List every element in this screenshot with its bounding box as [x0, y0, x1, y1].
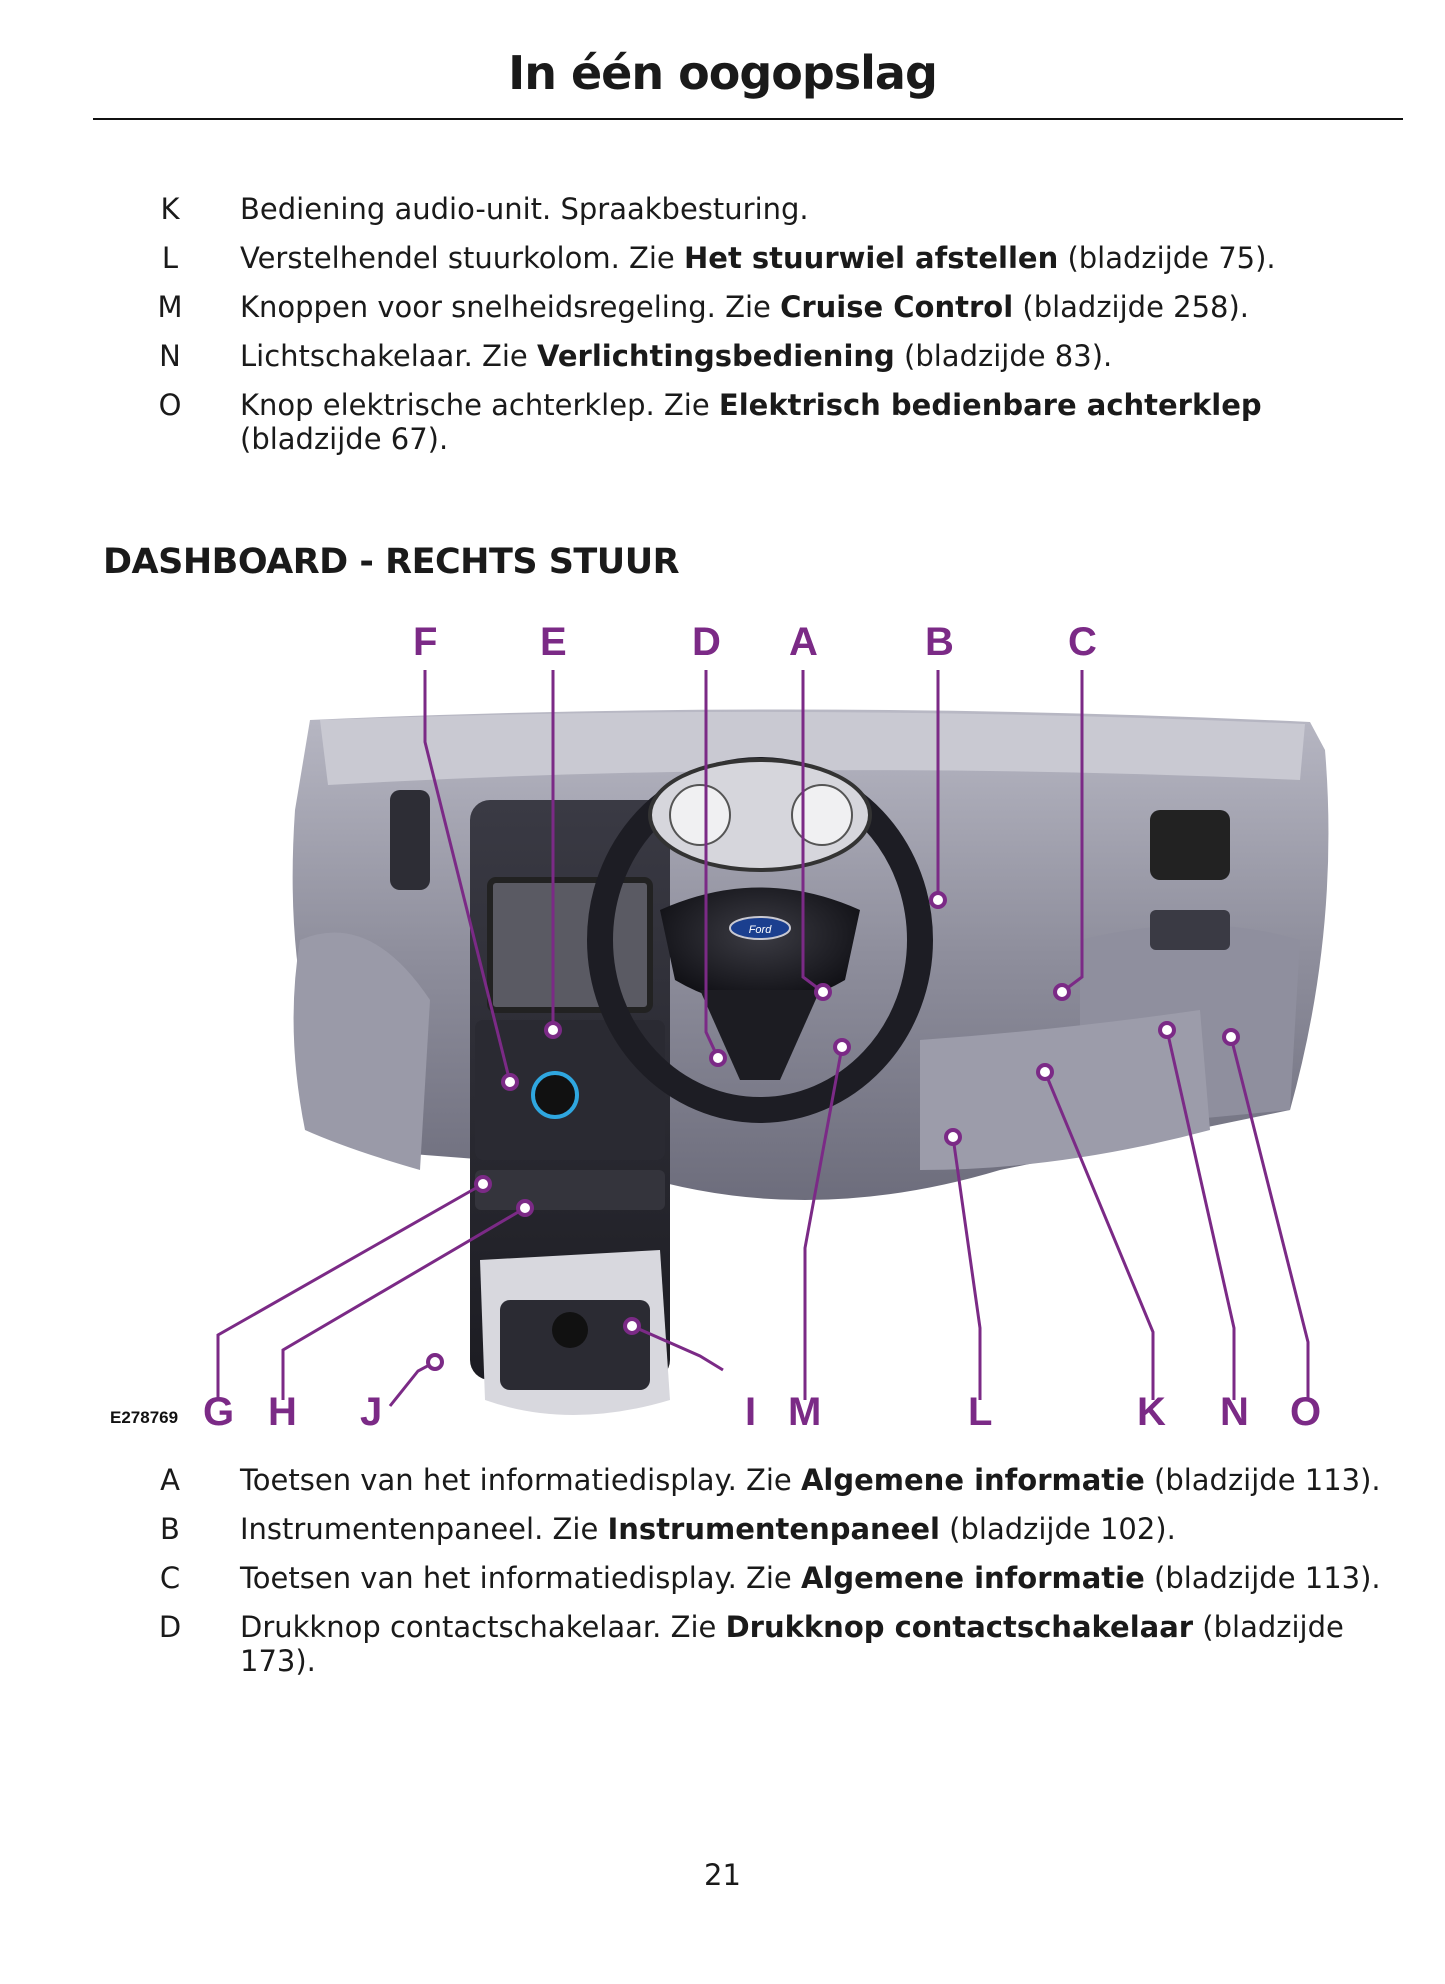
legend-text: [240, 339, 1400, 373]
legend-letter: O: [158, 388, 182, 422]
legend-letter: M: [157, 290, 183, 324]
callout-d: D: [692, 620, 721, 664]
callout-i: I: [745, 1390, 757, 1434]
dashboard-figure: [100, 610, 1400, 1440]
legend-text-run: Knoppen voor snelheidsregeling. Zie: [240, 290, 781, 324]
legend-text: [240, 1463, 1400, 1497]
legend-text-run: (bladzijde 113).: [1144, 1463, 1381, 1497]
legend-text-run: (bladzijde 258).: [1013, 290, 1250, 324]
legend-text: [240, 241, 1400, 275]
legend-letter: K: [160, 192, 180, 226]
callout-h: H: [268, 1390, 297, 1434]
callout-f: F: [413, 620, 438, 664]
legend-text-run: Verstelhendel stuurkolom. Zie: [240, 241, 684, 275]
callout-e: E: [540, 620, 567, 664]
legend-text-run: (bladzijde 113).: [1144, 1561, 1381, 1595]
callout-c: C: [1068, 620, 1097, 664]
legend-letter: D: [158, 1610, 182, 1644]
legend-text: [240, 290, 1400, 324]
callout-l: L: [968, 1390, 993, 1434]
legend-text-run: Knop elektrische achterklep. Zie: [240, 388, 719, 422]
cross-reference-title: Cruise Control: [780, 290, 1014, 324]
legend-letter: B: [160, 1512, 180, 1546]
legend-letter: A: [160, 1463, 180, 1497]
callout-k: K: [1137, 1390, 1166, 1434]
callout-n: N: [1220, 1390, 1249, 1434]
callout-b: B: [925, 620, 954, 664]
callout-a: A: [789, 620, 818, 664]
legend-text-run: (bladzijde 75).: [1058, 241, 1276, 275]
legend-text-run: Instrumentenpaneel. Zie: [240, 1512, 608, 1546]
page-number: 21: [704, 1858, 741, 1892]
cross-reference-title: Verlichtingsbediening: [537, 339, 895, 373]
legend-text-run: (bladzijde 102).: [939, 1512, 1176, 1546]
legend-text-run: (bladzijde 173).: [240, 1610, 1344, 1678]
legend-text-run: Lichtschakelaar. Zie: [240, 339, 537, 373]
legend-letter: N: [159, 339, 181, 373]
legend-text-run: Toetsen van het informatiedisplay. Zie: [240, 1463, 801, 1497]
cross-reference-title: Algemene informatie: [800, 1561, 1145, 1595]
cross-reference-title: Drukknop contactschakelaar: [725, 1610, 1194, 1644]
page-title: In één oogopslag: [508, 46, 937, 100]
emblem-text: Ford: [748, 924, 772, 936]
legend-text-run: Drukknop contactschakelaar. Zie: [240, 1610, 726, 1644]
callout-m: M: [788, 1390, 822, 1434]
cross-reference-title: Het stuurwiel afstellen: [684, 241, 1059, 275]
legend-text-run: (bladzijde 83).: [894, 339, 1113, 373]
legend-text: [240, 1512, 1400, 1546]
section-heading: DASHBOARD - RECHTS STUUR: [103, 542, 680, 582]
callout-leaders: [100, 610, 1400, 1440]
title-rule: [93, 118, 1403, 120]
legend-text: [240, 1561, 1400, 1595]
cross-reference-title: Instrumentenpaneel: [607, 1512, 940, 1546]
figure-id: E278769: [110, 1408, 179, 1427]
legend-text-run: Bediening audio-unit. Spraakbesturing.: [240, 192, 809, 226]
callout-o: O: [1290, 1390, 1322, 1434]
legend-letter: L: [161, 241, 179, 275]
cross-reference-title: Algemene informatie: [800, 1463, 1145, 1497]
legend-text: [240, 192, 1400, 226]
legend-text: [240, 1610, 1400, 1678]
legend-text: [240, 388, 1400, 456]
cross-reference-title: Elektrisch bedienbare achterklep: [718, 388, 1262, 422]
callout-g: G: [203, 1390, 235, 1434]
callout-j: J: [360, 1390, 383, 1434]
legend-text-run: (bladzijde 67).: [240, 422, 449, 456]
legend-letter: C: [159, 1561, 181, 1595]
legend-text-run: Toetsen van het informatiedisplay. Zie: [240, 1561, 801, 1595]
